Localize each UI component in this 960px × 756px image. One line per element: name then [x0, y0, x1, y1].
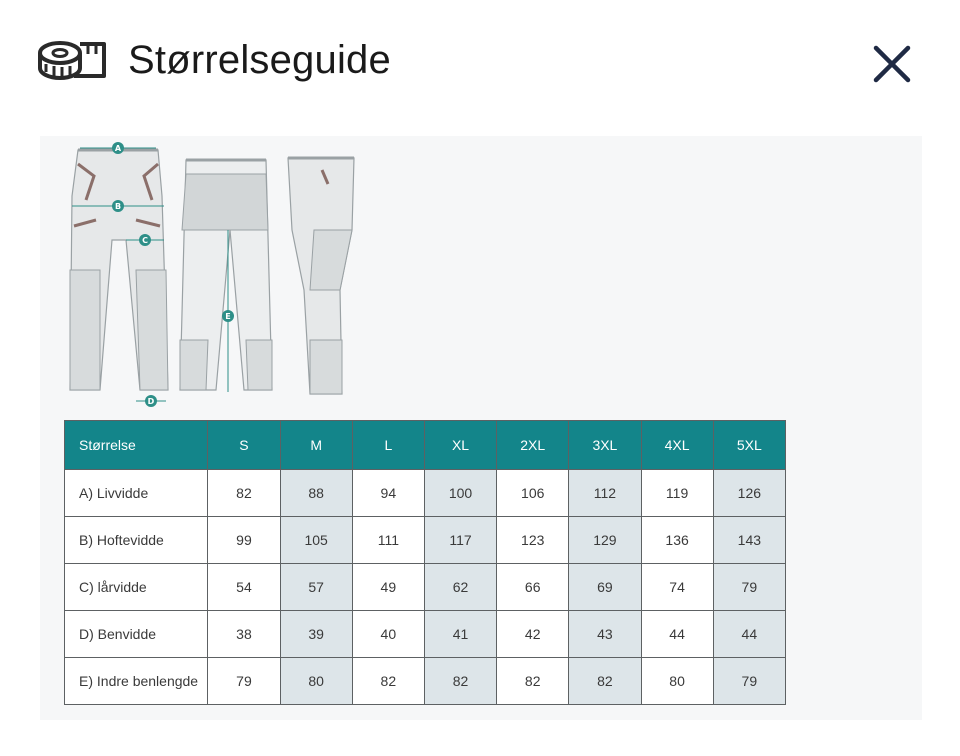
table-cell: 40 [352, 611, 424, 658]
table-cell: 111 [352, 517, 424, 564]
table-cell: 112 [569, 470, 641, 517]
table-cell: 100 [424, 470, 496, 517]
row-label: A) Livvidde [65, 470, 208, 517]
table-cell: 82 [352, 658, 424, 705]
marker-b: B [114, 202, 122, 211]
modal-header [0, 0, 960, 120]
table-cell: 82 [497, 658, 569, 705]
table-cell: 119 [641, 470, 713, 517]
table-cell: 126 [713, 470, 785, 517]
column-header: XL [424, 421, 496, 470]
pants-back-view [180, 160, 272, 392]
marker-c: C [142, 236, 148, 245]
table-cell: 117 [424, 517, 496, 564]
table-cell: 88 [280, 470, 352, 517]
table-header-row [65, 421, 786, 470]
column-header: S [208, 421, 280, 470]
table-cell: 62 [424, 564, 496, 611]
marker-d: D [147, 397, 155, 406]
pants-side-view [288, 158, 354, 394]
column-header: 2XL [497, 421, 569, 470]
column-header: 3XL [569, 421, 641, 470]
column-header: 4XL [641, 421, 713, 470]
column-header: L [352, 421, 424, 470]
table-row [65, 564, 786, 611]
table-cell: 44 [641, 611, 713, 658]
row-label: D) Benvidde [65, 611, 208, 658]
measuring-tape-icon [38, 38, 108, 84]
table-cell: 79 [713, 658, 785, 705]
table-cell: 80 [280, 658, 352, 705]
table-cell: 79 [208, 658, 280, 705]
table-cell: 106 [497, 470, 569, 517]
table-cell: 129 [569, 517, 641, 564]
table-cell: 94 [352, 470, 424, 517]
table-cell: 54 [208, 564, 280, 611]
column-header: 5XL [713, 421, 785, 470]
table-cell: 66 [497, 564, 569, 611]
table-cell: 143 [713, 517, 785, 564]
marker-a: A [114, 144, 122, 153]
table-cell: 123 [497, 517, 569, 564]
table-cell: 38 [208, 611, 280, 658]
table-cell: 57 [280, 564, 352, 611]
table-cell: 39 [280, 611, 352, 658]
table-row [65, 611, 786, 658]
table-cell: 42 [497, 611, 569, 658]
close-button[interactable] [862, 36, 922, 92]
row-label: E) Indre benlengde [65, 658, 208, 705]
table-cell: 49 [352, 564, 424, 611]
pants-measurement-diagram [60, 140, 380, 412]
table-cell: 82 [424, 658, 496, 705]
table-cell: 79 [713, 564, 785, 611]
size-chart-table [64, 420, 786, 705]
table-cell: 43 [569, 611, 641, 658]
table-cell: 82 [208, 470, 280, 517]
table-cell: 44 [713, 611, 785, 658]
table-cell: 136 [641, 517, 713, 564]
table-row [65, 658, 786, 705]
table-cell: 105 [280, 517, 352, 564]
table-cell: 99 [208, 517, 280, 564]
table-row [65, 517, 786, 564]
pants-front-view [70, 142, 168, 407]
row-label: B) Hoftevidde [65, 517, 208, 564]
table-row [65, 470, 786, 517]
close-icon [872, 44, 912, 84]
table-cell: 41 [424, 611, 496, 658]
table-cell: 74 [641, 564, 713, 611]
row-label: C) lårvidde [65, 564, 208, 611]
column-header: Størrelse [65, 421, 208, 470]
marker-e: E [225, 312, 231, 321]
table-cell: 82 [569, 658, 641, 705]
modal-title: Størrelseguide [128, 38, 391, 82]
table-cell: 80 [641, 658, 713, 705]
column-header: M [280, 421, 352, 470]
table-cell: 69 [569, 564, 641, 611]
